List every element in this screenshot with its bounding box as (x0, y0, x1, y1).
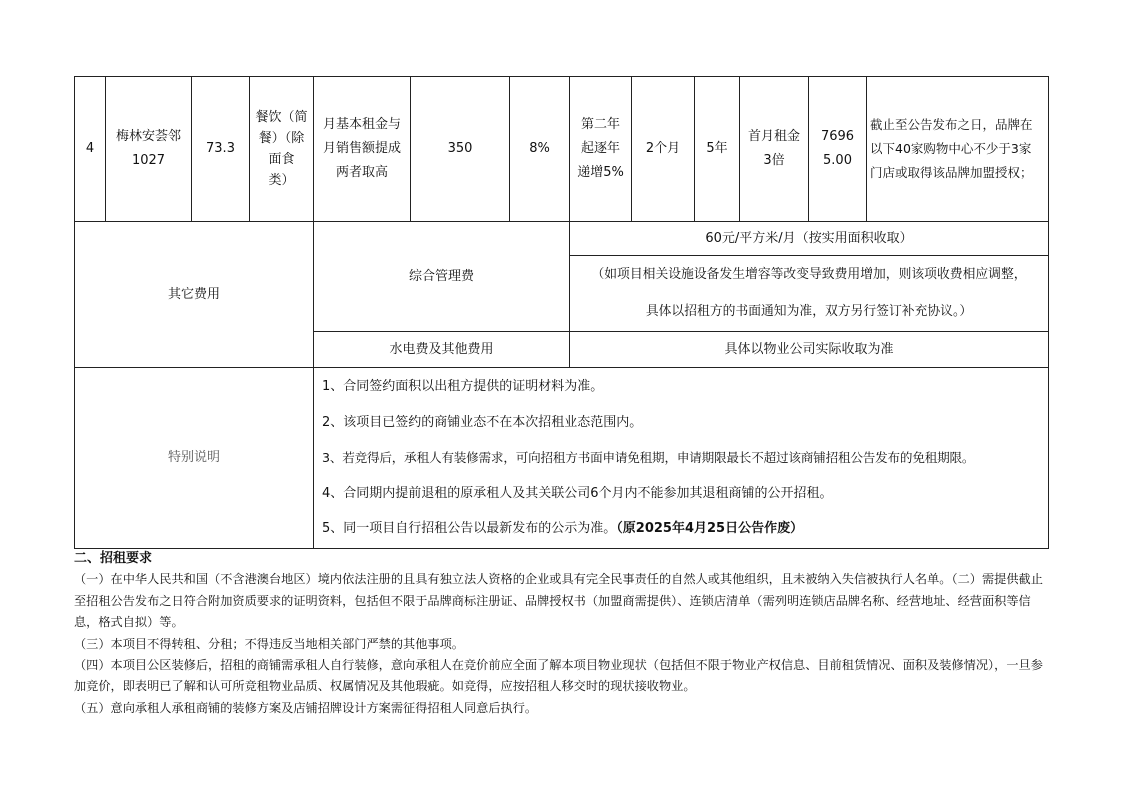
table-row (75, 222, 1049, 332)
list-item: 4、合同期内提前退租的原承租人及其关联公司6个月内不能参加其退租商铺的公开招租。 (322, 485, 833, 501)
leasing-table (74, 76, 1049, 549)
reserve-price-cell: 7696 5.00 (809, 77, 867, 222)
mgmt-fee-label: 综合管理费 (314, 222, 570, 332)
utility-value: 具体以物业公司实际收取为准 (570, 332, 1049, 368)
list-item: 5、同一项目自行招租公告以最新发布的公示为准。（原2025年4月25日公告作废） (322, 521, 804, 537)
utility-label: 水电费及其他费用 (314, 332, 570, 368)
business-type-cell: 餐饮（简 餐）（除 面食 类） (250, 77, 314, 222)
rent-free-cell: 2个月 (632, 77, 695, 222)
special-notes-label: 特别说明 (75, 368, 314, 549)
mgmt-fee-value: 60元/平方米/月（按实用面积收取） (570, 223, 1048, 256)
requirement-paragraph: （三）本项目不得转租、分租；不得违反当地相关部门严禁的其他事项。 (74, 636, 464, 651)
qualification-cell: 截止至公告发布之日，品牌在 以下40家购物中心不少于3家 门店或取得该品牌加盟授权； (867, 77, 1049, 222)
row-number: 4 (75, 77, 106, 222)
list-item: 3、若竞得后，承租人有装修需求，可向招租方书面申请免租期，申请期限最长不超过该商铺招租公告发布的免租期限。 (322, 450, 975, 466)
table-row (75, 77, 1049, 222)
mgmt-fee-note: （如项目相关设施设备发生增容等改变导致费用增加，则该项收费相应调整， 具体以招租方的书面通知为准，双方另行签订补充协议。） (591, 267, 1027, 319)
deposit-cell: 首月租金 3倍 (740, 77, 809, 222)
special-notes-list (314, 368, 1049, 549)
commission-rate-cell: 8% (510, 77, 570, 222)
shop-name-cell: 梅林安荟邻 1027 (106, 77, 192, 222)
requirement-paragraph: （五）意向承租人承租商铺的装修方案及店铺招牌设计方案需征得招租人同意后执行。 (74, 700, 538, 715)
mgmt-fee-detail (570, 222, 1049, 332)
requirements-section (74, 548, 1054, 719)
other-fees-label: 其它费用 (75, 222, 314, 368)
list-item: 1、合同签约面积以出租方提供的证明材料为准。 (322, 379, 604, 395)
rent-increase-cell: 第二年 起逐年 递增5% (570, 77, 632, 222)
lease-term-cell: 5年 (695, 77, 740, 222)
list-item: 2、该项目已签约的商铺业态不在本次招租业态范围内。 (322, 414, 643, 430)
requirement-paragraph: （一）在中华人民共和国（不含港澳台地区）境内依法注册的且具有独立法人资格的企业或具有完全民事责任的自然人或其他组织，且未被纳入失信被执行人名单。（二）需提供截止至招租公告发布之日符合附加资质要求的证明资料，包括但不限于品牌商标注册证、品牌授权书（加盟商需提供）、连锁店清单（需列明连锁店品牌名称、经营地址、经营面积等信息，格式自拟）等。 (74, 572, 1043, 630)
table-row (75, 368, 1049, 549)
section-heading: 二、招租要求 (74, 551, 153, 566)
requirement-paragraph: （四）本项目公区装修后，招租的商铺需承租人自行装修，意向承租人在竞价前应全面了解本项目物业现状（包括但不限于物业产权信息、目前租赁情况、面积及装修情况），一旦参加竞价，即表明已了解和认可所竞租物业品质、权属情况及其他瑕疵。如竞得，应按招租人移交时的现状接收物业。 (74, 658, 1043, 694)
rent-mode-cell: 月基本租金与 月销售额提成 两者取高 (314, 77, 411, 222)
area-cell: 73.3 (192, 77, 250, 222)
base-rent-cell: 350 (411, 77, 510, 222)
